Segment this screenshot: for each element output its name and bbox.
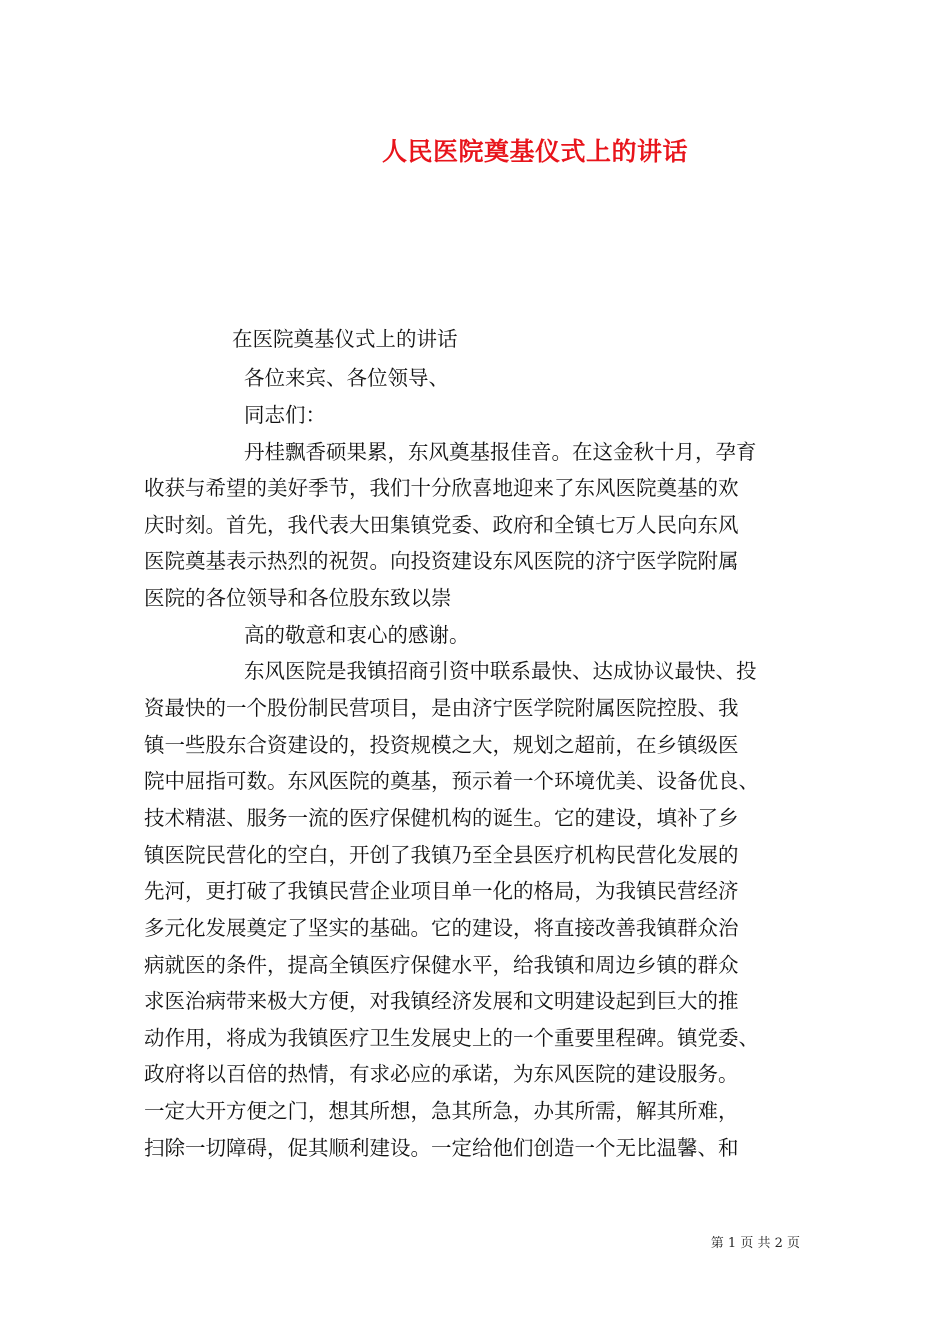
paragraph-line: 技术精湛、服务一流的医疗保健机构的诞生。它的建设，填补了乡 (144, 806, 739, 830)
paragraph-line: 丹桂飘香硕果累，东风奠基报佳音。在这金秋十月，孕育 (244, 440, 757, 464)
document-title: 人民医院奠基仪式上的讲话 (381, 137, 688, 166)
paragraph-line: 多元化发展奠定了坚实的基础。它的建设，将直接改善我镇群众治 (144, 916, 739, 940)
paragraph-line: 求医治病带来极大方便，对我镇经济发展和文明建设起到巨大的推 (144, 989, 739, 1013)
paragraph-line: 院中屈指可数。东风医院的奠基，预示着一个环境优美、设备优良、 (144, 769, 759, 793)
paragraph-line: 东风医院是我镇招商引资中联系最快、达成协议最快、投 (244, 659, 757, 683)
paragraph-line: 先河，更打破了我镇民营企业项目单一化的格局，为我镇民营经济 (144, 879, 739, 903)
salutation-line: 同志们： (244, 403, 326, 427)
salutation-line: 各位来宾、各位领导、 (244, 366, 449, 390)
paragraph-line: 一定大开方便之门，想其所想，急其所急，办其所需，解其所难， (144, 1099, 739, 1123)
paragraph-line: 镇一些股东合资建设的，投资规模之大，规划之超前，在乡镇级医 (144, 733, 739, 757)
paragraph-line: 政府将以百倍的热情，有求必应的承诺，为东风医院的建设服务。 (144, 1062, 739, 1086)
paragraph-line: 医院奠基表示热烈的祝贺。向投资建设东风医院的济宁医学院附属 (144, 549, 739, 573)
subtitle-line: 在医院奠基仪式上的讲话 (232, 327, 458, 351)
paragraph-line: 收获与希望的美好季节，我们十分欣喜地迎来了东风医院奠基的欢 (144, 476, 739, 500)
paragraph-line: 医院的各位领导和各位股东致以崇 (144, 586, 452, 610)
paragraph-line: 资最快的一个股份制民营项目，是由济宁医学院附属医院控股、我 (144, 696, 739, 720)
page-number-footer: 第 1 页 共 2 页 (710, 1236, 800, 1251)
paragraph-line: 镇医院民营化的空白，开创了我镇乃至全县医疗机构民营化发展的 (144, 843, 739, 867)
paragraph-line: 庆时刻。首先，我代表大田集镇党委、政府和全镇七万人民向东风 (144, 513, 739, 537)
paragraph-line: 高的敬意和衷心的感谢。 (244, 623, 470, 647)
paragraph-line: 扫除一切障碍，促其顺利建设。一定给他们创造一个无比温馨、和 (144, 1136, 739, 1160)
paragraph-line: 病就医的条件，提高全镇医疗保健水平，给我镇和周边乡镇的群众 (144, 953, 739, 977)
paragraph-line: 动作用，将成为我镇医疗卫生发展史上的一个重要里程碑。镇党委、 (144, 1026, 759, 1050)
